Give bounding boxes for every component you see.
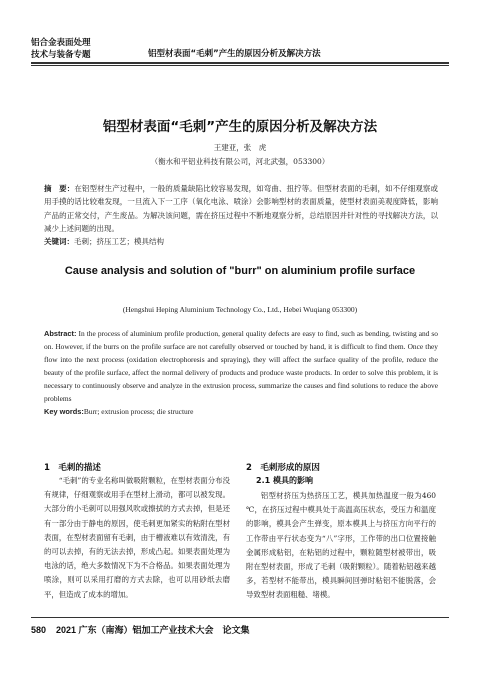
abstract-cn-label: 摘 要： <box>44 184 75 193</box>
keywords-en-text: Burr; extrusion process; die structure <box>83 407 194 416</box>
abstract-cn-text: 在铝型材生产过程中，一般的质量缺陷比较容易发现，如弯曲、扭拧等。但型材表面的毛刺，如不仔细观察或用手摸的话比较难发现，一旦流入下一工序（氧化电泳、喷涂）会影响型材的表面质量，使型材表面美观度降低，影响产品的正常交付，产生废品。为解决该问题，需在挤压过程中不断地观察分析，总结原因并针对性的寻找解决方法，以减少上述问题的出现。 <box>44 184 439 233</box>
conference-name: 2021 广东（南海）铝加工产业技术大会 论文集 <box>56 625 250 635</box>
keywords-cn-label: 关键词： <box>44 237 74 247</box>
affiliation-cn: （衡水和平铝业科技有限公司，河北武强，053300） <box>150 157 330 166</box>
journal-section-label <box>31 37 91 61</box>
section-1-body: “毛刺”的专业名称叫做吸附颗粒，在型材表面分布没有规律，仔细观察或用手在型材上滑动，都可以被发现。大部分的小毛刺可以用强风吹或擦拭的方式去掉，但是还有一部分由于静电的原因，使毛刺更加紧实的粘附在型材表面，在型材表面留有毛刺，由于槽液难以有效清洗，有的可以去掉，有的无法去掉，形成凸起。如果表面处理为电泳的话，绝大多数情况下为不合格品。如果表面处理为喷涂，则可以采用打磨的方式去除，也可以用砂纸去磨平，但造成了成本的增加。 <box>44 476 230 599</box>
abstract-en-text: In the process of aluminium profile production, general quality defects are easy to find, such as bending, twisting and so on. However, if the burrs on the profile surface are not carefully observed or touched by hand, it is difficult to find them. Once they flow into the next process (oxidation electrophoresis and spraying), they will affect the surface quality of the profile, reduce the beauty of the profile surface, affect the normal delivery of products and produce waste products. In order to solve this problem, it is necessary to continuously observe and analyze in the extrusion process, summarize the causes and find solutions to reduce the above problems <box>44 329 438 403</box>
running-title: 铝型材表面“毛刺”产生的原因分析及解决方法 <box>148 49 321 59</box>
section-2-1-heading: 2.1 模具的影响 <box>256 476 313 485</box>
keywords-en-label: Key words: <box>44 407 84 416</box>
authors-cn: 王建亚，张 虎 <box>213 143 267 152</box>
keywords-cn-text: 毛刺；挤压工艺；模具结构 <box>74 237 164 247</box>
section-2-heading: 2 毛刺形成的原因 <box>246 463 320 473</box>
paper-title-en: Cause analysis and solution of "burr" on aluminium profile surface <box>64 265 416 277</box>
section-1-heading: 1 毛刺的描述 <box>44 463 101 473</box>
page-number: 580 <box>31 625 47 635</box>
abstract-en-label: Abstract: <box>44 329 77 338</box>
journal-line-2: 技术与装备专题 <box>31 50 91 60</box>
journal-line-1: 铝合金表面处理 <box>31 38 91 48</box>
page-footer <box>31 623 260 636</box>
abstract-cn <box>44 182 438 248</box>
footer-rule <box>31 617 449 618</box>
header-rule-thick <box>31 62 449 64</box>
affiliation-en: (Hengshui Heping Aluminium Technology Co., Ltd., Hebei Wuqiang 053300) <box>122 305 358 314</box>
header-rule-thin <box>31 65 449 66</box>
section-2-1-body: 铝型材挤压为热挤压工艺，模具加热温度一般为460 ℃，在挤压过程中模具处于高温高压状态，受压力和温度的影响，模具会产生弹变，原本模具上与挤压方向平行的工作带由平行状态变为“八”字形，工作带的出口位置接触金属形成粘铝，在粘铝的过程中，颗粒随型材被带出，吸附在型材表面，形成了毛刺（吸附颗粒）。随着粘铝越来越多，若型材不能带出，模具瞬间回弹时粘铝不能脱落，会导致型材表面粗糙、堵模。 <box>246 491 436 600</box>
abstract-en <box>44 327 438 418</box>
paper-title-cn: 铝型材表面“毛刺”产生的原因分析及解决方法 <box>102 119 378 135</box>
